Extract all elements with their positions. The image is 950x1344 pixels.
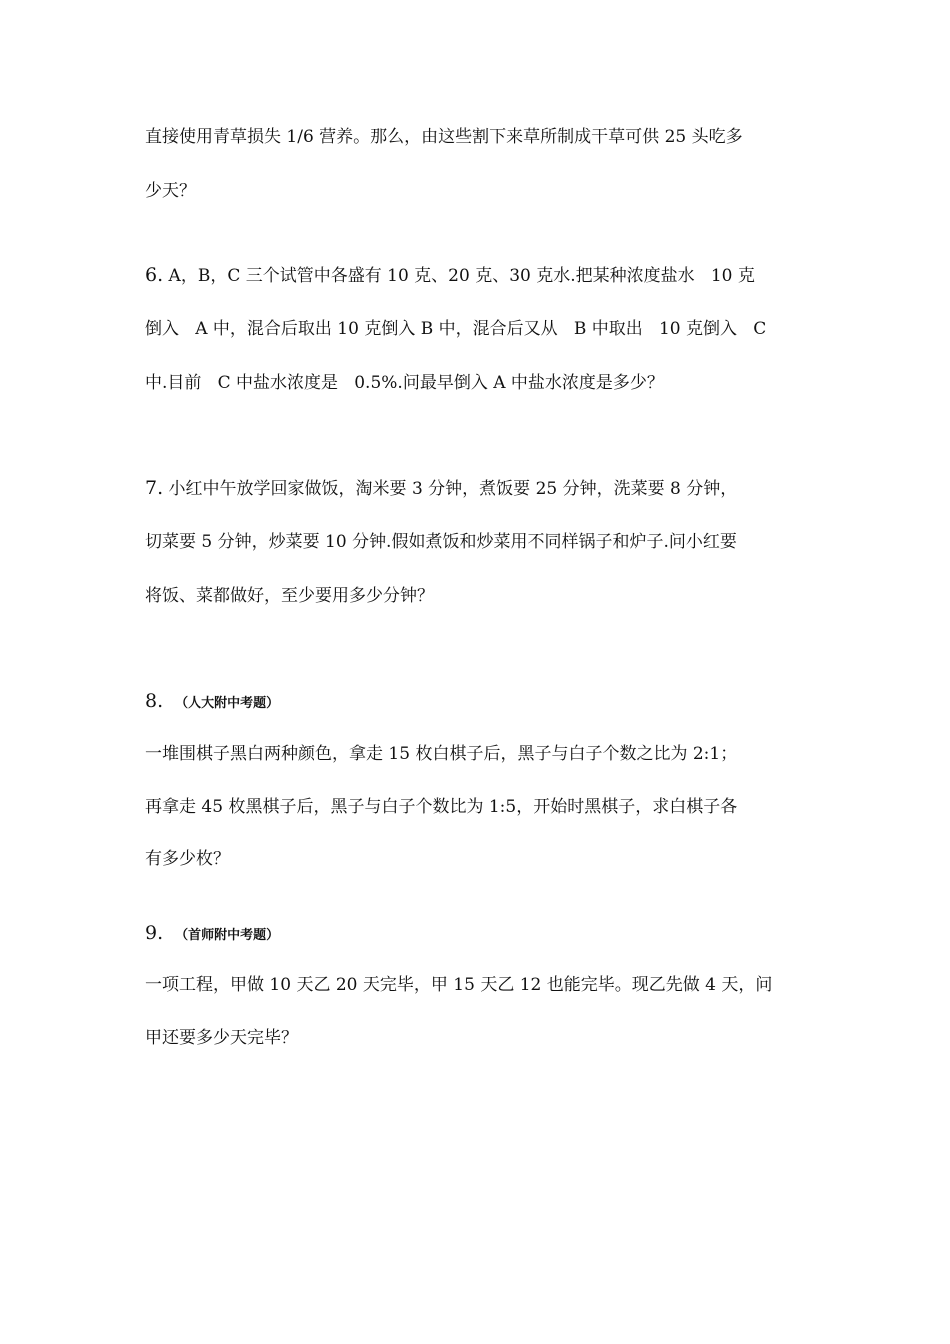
q7-line-2: 切菜要 5 分钟，炒菜要 10 分钟.假如煮饭和炒菜用不同样锅子和炉子.问小红要 xyxy=(145,532,737,552)
q8-line-3: 有多少枚？ xyxy=(145,849,230,869)
q8-line-1: 一堆围棋子黑白两种颜色，拿走 15 枚白棋子后，黑子与白子个数之比为 2:1； xyxy=(145,744,738,764)
q7-line-1 xyxy=(145,477,737,500)
q7-line-3: 将饭、菜都做好，至少要用多少分钟？ xyxy=(145,586,434,606)
q9-heading xyxy=(145,922,279,947)
q8-source: （人大附中考题） xyxy=(175,696,280,711)
q6-line-2: 倒入 A 中，混合后取出 10 克倒入 B 中，混合后又从 B 中取出 10 克倒入 C xyxy=(145,319,767,339)
q6-line-1 xyxy=(145,264,755,287)
q8-line-2: 再拿走 45 枚黑棋子后，黑子与白子个数比为 1:5，开始时黑棋子，求白棋子各 xyxy=(145,797,738,817)
q8-heading xyxy=(145,690,279,715)
q9-source: （首师附中考题） xyxy=(175,928,280,943)
q6-number: 6. xyxy=(145,264,164,286)
q9-line-1: 一项工程，甲做 10 天乙 20 天完毕，甲 15 天乙 12 也能完毕。现乙先做 4 天，问 xyxy=(145,975,773,995)
q9-line-2: 甲还要多少天完毕？ xyxy=(145,1028,298,1048)
q9-number: 9. xyxy=(145,922,164,944)
q6-line-3: 中.目前 C 中盐水浓度是 0.5%.问最早倒入 A 中盐水浓度是多少？ xyxy=(145,373,664,393)
q5-line-1: 直接使用青草损失 1/6 营养。那么，由这些割下来草所制成干草可供 25 头吃多 xyxy=(145,127,743,147)
q7-number: 7. xyxy=(145,477,164,499)
q5-line-2: 少天？ xyxy=(145,181,196,201)
q8-number: 8. xyxy=(145,690,164,712)
q6-text-1: A，B，C 三个试管中各盛有 10 克、20 克、30 克水.把某种浓度盐水 10 克 xyxy=(163,266,755,286)
q7-text-1: 小红中午放学回家做饭，淘米要 3 分钟，煮饭要 25 分钟，洗菜要 8 分钟， xyxy=(163,479,738,499)
